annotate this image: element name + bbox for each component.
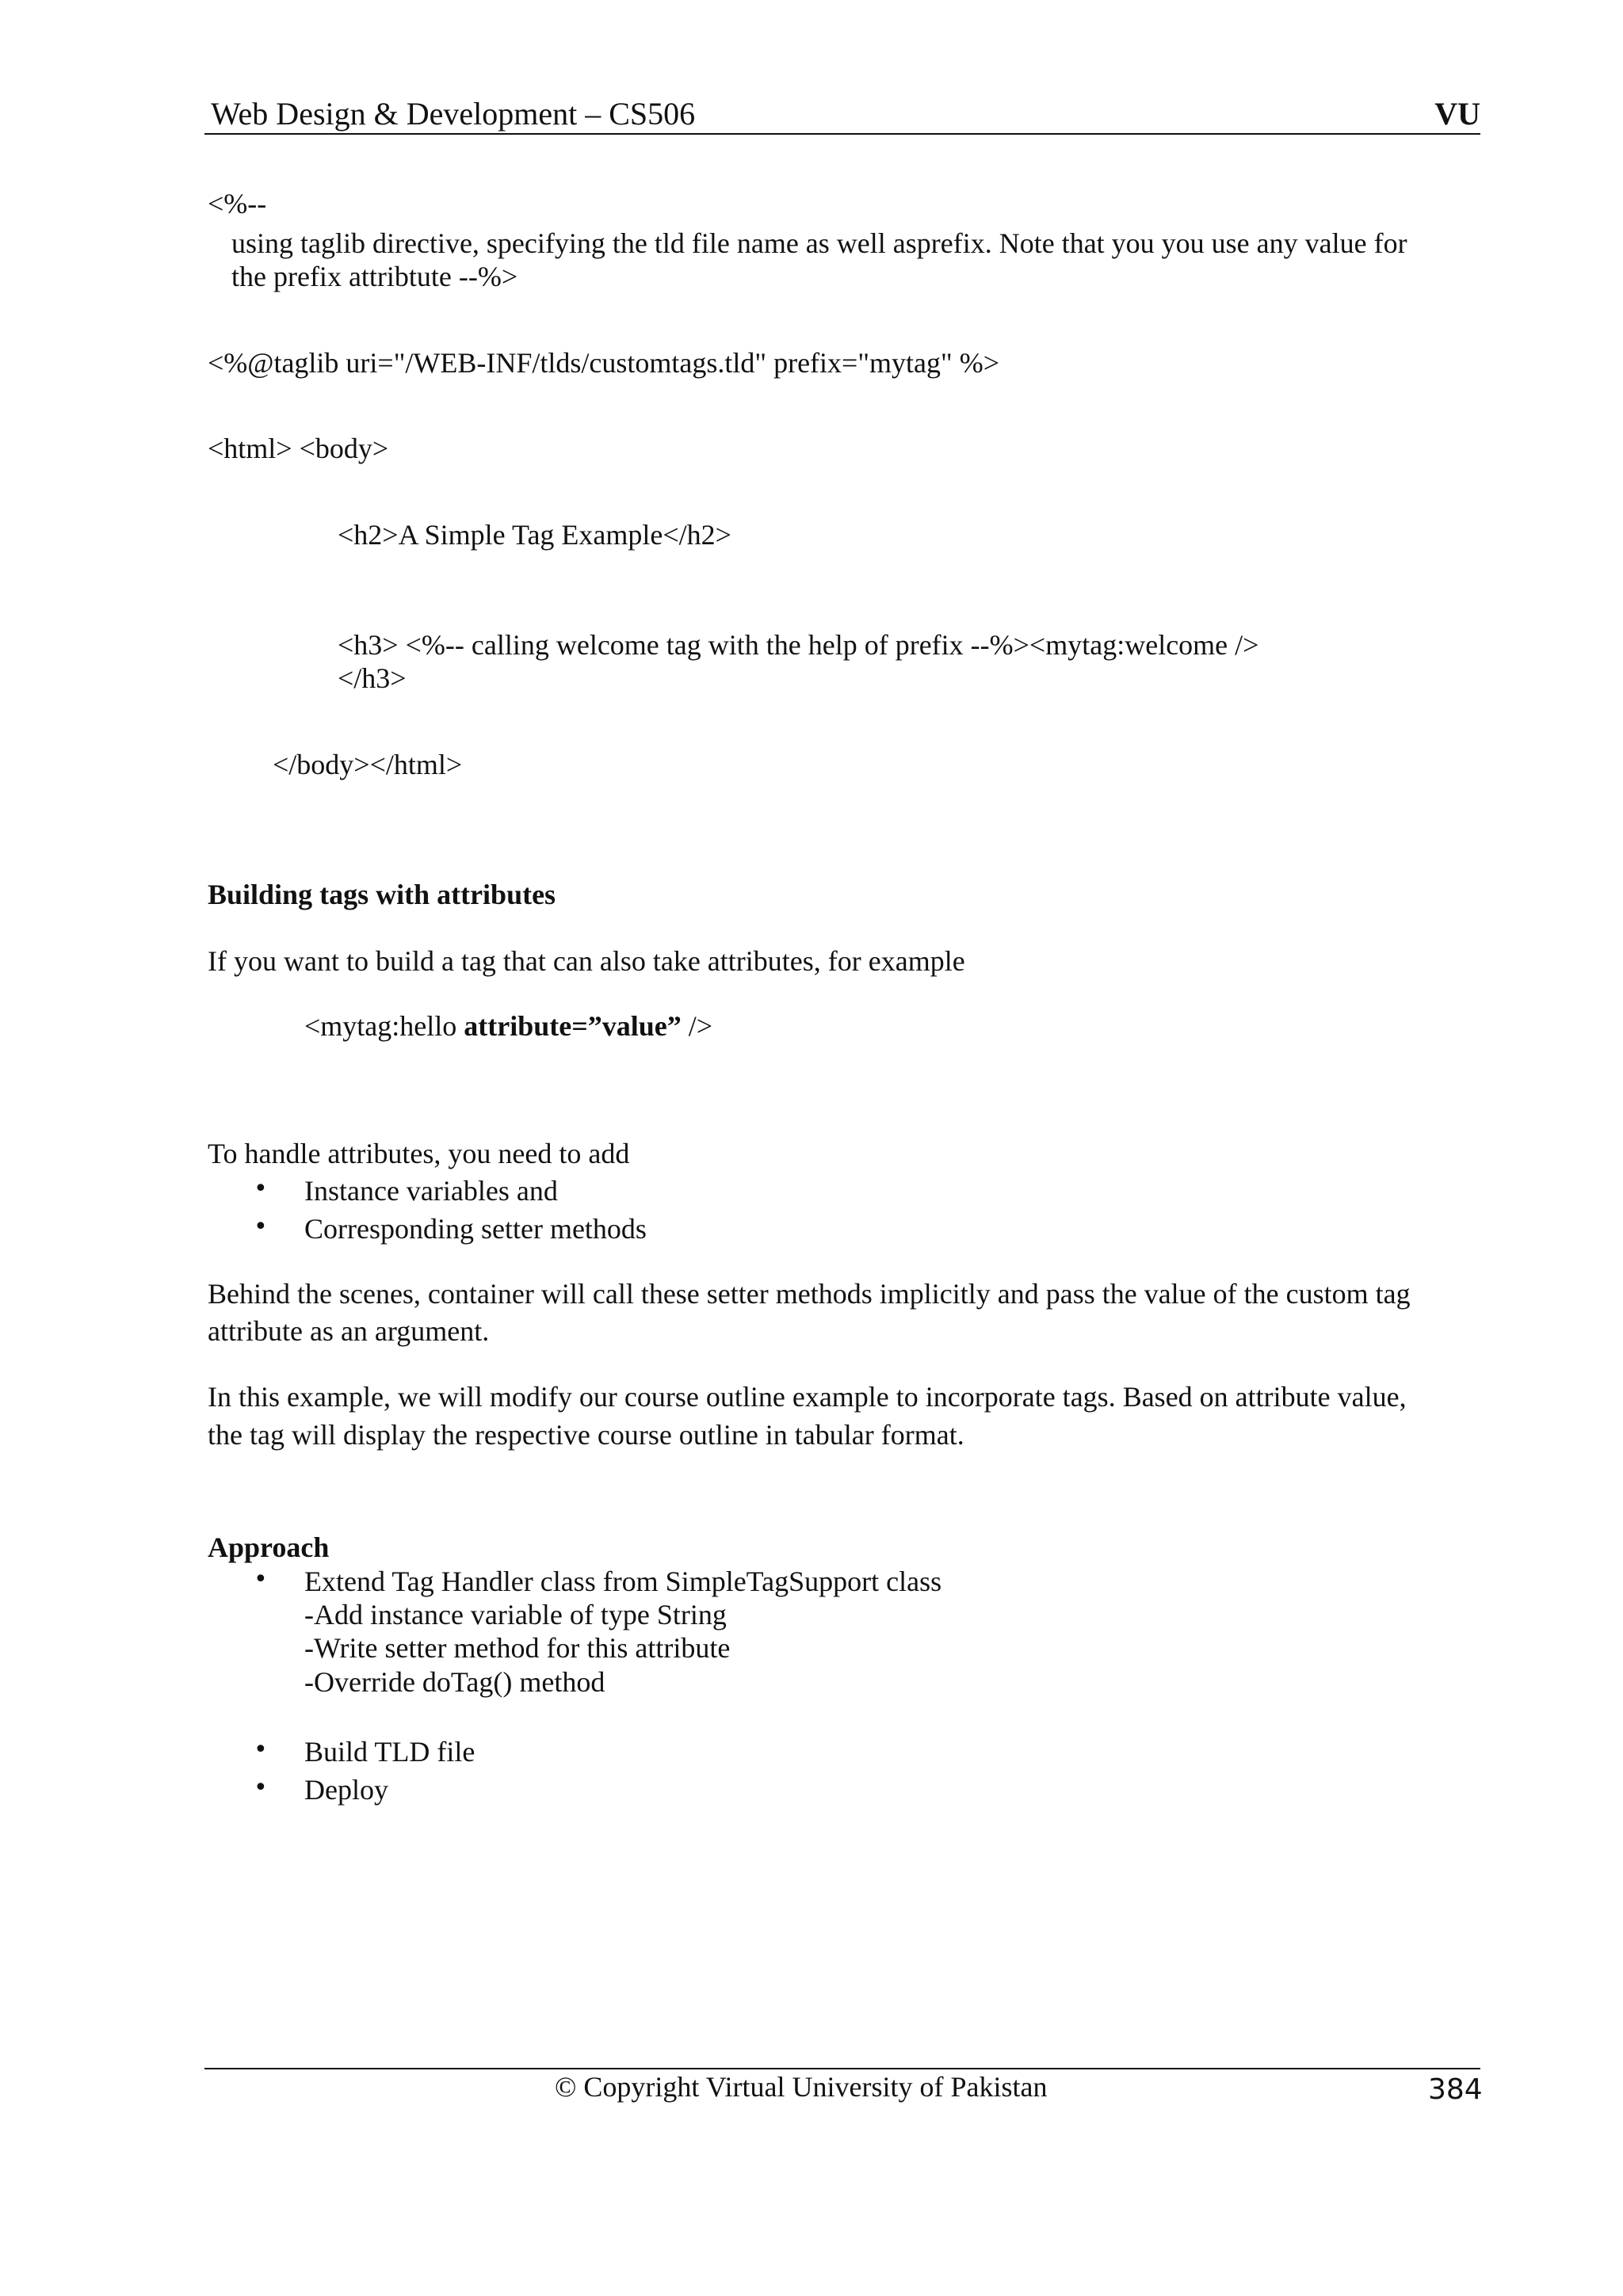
- sub-list-item: -Write setter method for this attribute: [304, 1632, 731, 1664]
- footer-copyright: © Copyright Virtual University of Pakistan: [555, 2071, 1048, 2103]
- sub-list-item: -Override doTag() method: [304, 1666, 605, 1698]
- paragraph-line: the tag will display the respective course outline in tabular format.: [208, 1419, 964, 1451]
- intro-paragraph: If you want to build a tag that can also take attributes, for example: [208, 945, 965, 977]
- list-item: Extend Tag Handler class from SimpleTagSupport class: [304, 1566, 942, 1597]
- example-tag-suffix: />: [681, 1010, 713, 1042]
- example-tag-attribute: attribute=”value”: [464, 1010, 682, 1042]
- paragraph-line: Behind the scenes, container will call these setter methods implicitly and pass the value of the custom tag: [208, 1278, 1411, 1310]
- code-h3-line-1: <h3> <%-- calling welcome tag with the help of prefix --%><mytag:welcome />: [338, 629, 1259, 661]
- bullet-icon: •: [254, 1566, 268, 1593]
- header-logo-vu: VU: [1434, 96, 1480, 132]
- code-body-html-close: </body></html>: [273, 749, 463, 780]
- list-item: Build TLD file: [304, 1736, 475, 1768]
- header-rule: [204, 133, 1480, 135]
- list-item: Instance variables and: [304, 1175, 558, 1207]
- bullet-icon: •: [254, 1213, 268, 1241]
- footer-rule: [204, 2068, 1480, 2069]
- sub-list-item: -Add instance variable of type String: [304, 1599, 727, 1630]
- bullet-icon: •: [254, 1736, 268, 1764]
- example-tag-line: [304, 1009, 712, 1043]
- code-h3-line-2: </h3>: [338, 662, 407, 694]
- list-item: Corresponding setter methods: [304, 1213, 647, 1245]
- header-title: Web Design & Development – CS506: [211, 96, 696, 132]
- code-comment-line-2: the prefix attribtute --%>: [231, 261, 518, 292]
- section-heading-building-tags: Building tags with attributes: [208, 879, 556, 910]
- bullet-icon: •: [254, 1774, 268, 1802]
- paragraph-line: In this example, we will modify our course outline example to incorporate tags. Based on attribute value,: [208, 1381, 1407, 1413]
- code-comment-open: <%--: [208, 188, 267, 219]
- bullet-icon: •: [254, 1175, 268, 1203]
- code-h2-line: <h2>A Simple Tag Example</h2>: [338, 519, 731, 551]
- code-comment-line-1: using taglib directive, specifying the tld file name as well asprefix. Note that you you use any value for: [231, 227, 1407, 259]
- example-tag-prefix: <mytag:hello: [304, 1010, 464, 1042]
- page-number: 384: [1428, 2073, 1483, 2106]
- list-item: Deploy: [304, 1774, 388, 1806]
- section-heading-approach: Approach: [208, 1531, 330, 1563]
- code-taglib-directive: <%@taglib uri="/WEB-INF/tlds/customtags.tld" prefix="mytag" %>: [208, 347, 1000, 379]
- handle-attributes-intro: To handle attributes, you need to add: [208, 1138, 630, 1169]
- paragraph-line: attribute as an argument.: [208, 1315, 490, 1347]
- code-html-body-open: <html> <body>: [208, 433, 389, 464]
